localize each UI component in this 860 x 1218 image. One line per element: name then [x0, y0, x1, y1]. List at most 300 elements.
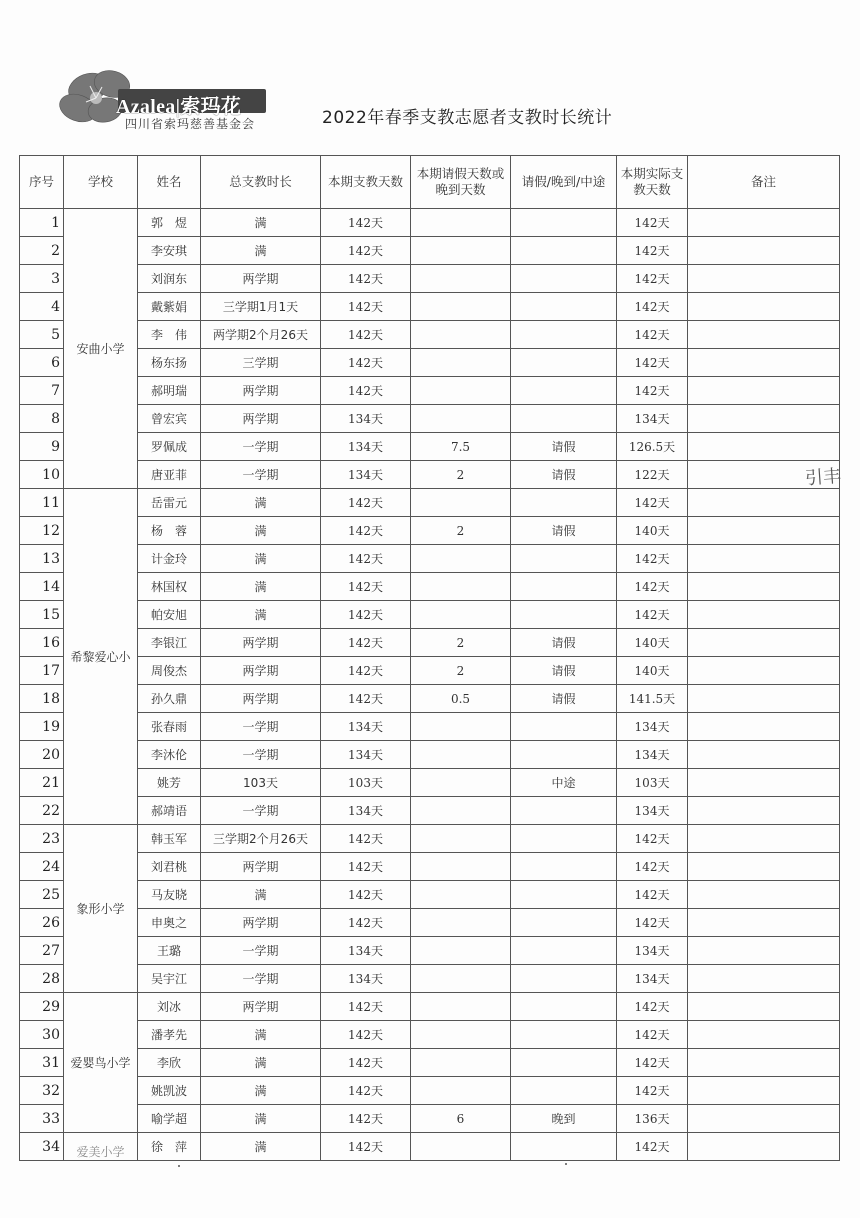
table-row	[20, 433, 840, 461]
row-seq: 7	[20, 377, 64, 405]
table-row	[20, 377, 840, 405]
row-days: 142天	[321, 1105, 411, 1133]
row-actual: 142天	[617, 1021, 688, 1049]
row-leave	[411, 377, 511, 405]
row-seq: 1	[20, 209, 64, 237]
row-seq: 22	[20, 797, 64, 825]
row-name: 李安琪	[138, 237, 201, 265]
header-name: 姓名	[138, 156, 201, 209]
row-status	[511, 1021, 617, 1049]
table-row	[20, 657, 840, 685]
row-total: 满	[201, 545, 321, 573]
table-row	[20, 573, 840, 601]
row-total: 满	[201, 1105, 321, 1133]
row-seq: 20	[20, 741, 64, 769]
volunteer-table	[19, 155, 840, 1161]
row-actual: 126.5天	[617, 433, 688, 461]
row-leave: 2	[411, 629, 511, 657]
row-name: 姚芳	[138, 769, 201, 797]
row-total: 满	[201, 489, 321, 517]
logo-brand-en: Azalea	[116, 96, 176, 118]
row-note	[688, 629, 840, 657]
row-status	[511, 573, 617, 601]
row-name: 戴紫娟	[138, 293, 201, 321]
row-total: 三学期2个月26天	[201, 825, 321, 853]
row-actual: 142天	[617, 489, 688, 517]
row-seq: 5	[20, 321, 64, 349]
row-status	[511, 1049, 617, 1077]
row-seq: 4	[20, 293, 64, 321]
page-title: 2022年春季支教志愿者支教时长统计	[322, 108, 613, 128]
row-days: 134天	[321, 433, 411, 461]
row-days: 142天	[321, 853, 411, 881]
row-days: 134天	[321, 713, 411, 741]
table-row	[20, 1077, 840, 1105]
row-seq: 13	[20, 545, 64, 573]
row-total: 两学期	[201, 853, 321, 881]
row-name: 杨东扬	[138, 349, 201, 377]
row-total: 103天	[201, 769, 321, 797]
row-actual: 142天	[617, 1077, 688, 1105]
row-leave	[411, 321, 511, 349]
row-status: 中途	[511, 769, 617, 797]
row-total: 一学期	[201, 937, 321, 965]
row-seq: 27	[20, 937, 64, 965]
row-status	[511, 741, 617, 769]
row-total: 两学期	[201, 405, 321, 433]
row-actual: 142天	[617, 993, 688, 1021]
row-total: 一学期	[201, 797, 321, 825]
row-name: 王璐	[138, 937, 201, 965]
row-seq: 26	[20, 909, 64, 937]
row-name: 吴宇江	[138, 965, 201, 993]
row-status: 请假	[511, 685, 617, 713]
row-name: 刘冰	[138, 993, 201, 1021]
row-leave	[411, 937, 511, 965]
row-note	[688, 601, 840, 629]
row-status	[511, 405, 617, 433]
row-days: 142天	[321, 909, 411, 937]
header-seq: 序号	[20, 156, 64, 209]
row-actual: 142天	[617, 545, 688, 573]
table-row	[20, 825, 840, 853]
row-leave	[411, 853, 511, 881]
row-note	[688, 573, 840, 601]
row-name: 徐 萍	[138, 1133, 201, 1161]
row-total: 两学期	[201, 909, 321, 937]
table-row	[20, 1021, 840, 1049]
row-seq: 8	[20, 405, 64, 433]
row-days: 142天	[321, 517, 411, 545]
row-days: 142天	[321, 657, 411, 685]
row-actual: 142天	[617, 573, 688, 601]
row-actual: 142天	[617, 1133, 688, 1161]
row-note	[688, 853, 840, 881]
row-days: 142天	[321, 573, 411, 601]
row-note	[688, 657, 840, 685]
row-actual: 142天	[617, 209, 688, 237]
row-seq: 21	[20, 769, 64, 797]
row-name: 郭 煜	[138, 209, 201, 237]
header-status: 请假/晚到/中途	[511, 156, 617, 209]
row-days: 134天	[321, 461, 411, 489]
row-days: 103天	[321, 769, 411, 797]
row-leave	[411, 909, 511, 937]
row-status: 请假	[511, 657, 617, 685]
row-seq: 2	[20, 237, 64, 265]
row-days: 134天	[321, 797, 411, 825]
row-status: 晚到	[511, 1105, 617, 1133]
logo-brand-cn: 索玛花	[180, 96, 242, 118]
table-row	[20, 629, 840, 657]
row-leave	[411, 265, 511, 293]
row-leave	[411, 825, 511, 853]
row-seq: 6	[20, 349, 64, 377]
row-seq: 24	[20, 853, 64, 881]
table-header-row	[20, 156, 840, 209]
row-actual: 140天	[617, 517, 688, 545]
table-row	[20, 769, 840, 797]
row-days: 134天	[321, 965, 411, 993]
row-name: 唐亚菲	[138, 461, 201, 489]
row-actual: 142天	[617, 825, 688, 853]
row-note	[688, 909, 840, 937]
row-total: 两学期2个月26天	[201, 321, 321, 349]
row-actual: 142天	[617, 881, 688, 909]
row-total: 两学期	[201, 657, 321, 685]
row-name: 郝明瑞	[138, 377, 201, 405]
row-note	[688, 517, 840, 545]
row-name: 帕安旭	[138, 601, 201, 629]
row-seq: 15	[20, 601, 64, 629]
header-leave: 本期请假天数或晚到天数	[411, 156, 511, 209]
row-note	[688, 797, 840, 825]
row-leave	[411, 237, 511, 265]
row-note	[688, 237, 840, 265]
row-leave	[411, 881, 511, 909]
row-note	[688, 1021, 840, 1049]
table-row	[20, 237, 840, 265]
row-actual: 122天	[617, 461, 688, 489]
row-total: 一学期	[201, 965, 321, 993]
row-actual: 142天	[617, 909, 688, 937]
row-days: 142天	[321, 1077, 411, 1105]
row-total: 满	[201, 1021, 321, 1049]
row-note	[688, 1077, 840, 1105]
row-actual: 134天	[617, 713, 688, 741]
row-status	[511, 965, 617, 993]
row-name: 张春雨	[138, 713, 201, 741]
table-row	[20, 321, 840, 349]
row-note	[688, 209, 840, 237]
row-note	[688, 405, 840, 433]
row-total: 满	[201, 881, 321, 909]
row-leave	[411, 209, 511, 237]
row-name: 韩玉军	[138, 825, 201, 853]
logo-org-name: 四川省索玛慈善基金会	[125, 117, 256, 131]
row-seq: 19	[20, 713, 64, 741]
row-seq: 18	[20, 685, 64, 713]
row-status	[511, 797, 617, 825]
table-row	[20, 1133, 840, 1161]
row-actual: 140天	[617, 629, 688, 657]
row-status	[511, 1077, 617, 1105]
row-status	[511, 601, 617, 629]
table-row	[20, 993, 840, 1021]
row-status: 请假	[511, 433, 617, 461]
row-note	[688, 769, 840, 797]
row-note	[688, 993, 840, 1021]
row-days: 134天	[321, 937, 411, 965]
row-note	[688, 377, 840, 405]
row-name: 郝靖语	[138, 797, 201, 825]
table-row	[20, 1105, 840, 1133]
table-row	[20, 1049, 840, 1077]
row-note	[688, 545, 840, 573]
row-total: 两学期	[201, 993, 321, 1021]
row-total: 满	[201, 1049, 321, 1077]
row-name: 周俊杰	[138, 657, 201, 685]
header-note: 备注	[688, 156, 840, 209]
row-days: 142天	[321, 377, 411, 405]
row-leave: 7.5	[411, 433, 511, 461]
row-leave: 6	[411, 1105, 511, 1133]
row-name: 喻学超	[138, 1105, 201, 1133]
row-total: 一学期	[201, 433, 321, 461]
row-total: 满	[201, 573, 321, 601]
row-actual: 142天	[617, 293, 688, 321]
school-cell: 象形小学	[64, 825, 138, 993]
row-days: 142天	[321, 629, 411, 657]
row-seq: 23	[20, 825, 64, 853]
row-leave	[411, 1021, 511, 1049]
row-name: 李欣	[138, 1049, 201, 1077]
row-seq: 29	[20, 993, 64, 1021]
row-name: 申奥之	[138, 909, 201, 937]
row-seq: 17	[20, 657, 64, 685]
row-note	[688, 713, 840, 741]
header-actual: 本期实际支教天数	[617, 156, 688, 209]
row-days: 142天	[321, 685, 411, 713]
row-total: 两学期	[201, 377, 321, 405]
row-status	[511, 489, 617, 517]
row-seq: 32	[20, 1077, 64, 1105]
row-name: 马友晓	[138, 881, 201, 909]
row-days: 142天	[321, 489, 411, 517]
row-leave	[411, 797, 511, 825]
row-status	[511, 909, 617, 937]
row-status	[511, 265, 617, 293]
row-name: 杨 蓉	[138, 517, 201, 545]
row-days: 142天	[321, 601, 411, 629]
row-total: 三学期	[201, 349, 321, 377]
row-note	[688, 965, 840, 993]
row-name: 孙久鼎	[138, 685, 201, 713]
table-row	[20, 685, 840, 713]
row-leave	[411, 293, 511, 321]
row-days: 142天	[321, 293, 411, 321]
row-total: 三学期1月1天	[201, 293, 321, 321]
header-school: 学校	[64, 156, 138, 209]
row-name: 岳雷元	[138, 489, 201, 517]
row-actual: 134天	[617, 937, 688, 965]
logo-brand: Azalea|索玛花	[116, 96, 242, 118]
table-row	[20, 489, 840, 517]
row-seq: 10	[20, 461, 64, 489]
row-seq: 30	[20, 1021, 64, 1049]
row-note	[688, 265, 840, 293]
row-days: 142天	[321, 321, 411, 349]
row-status: 请假	[511, 517, 617, 545]
row-days: 142天	[321, 265, 411, 293]
row-total: 两学期	[201, 685, 321, 713]
row-leave: 2	[411, 461, 511, 489]
table-row	[20, 461, 840, 489]
row-status	[511, 293, 617, 321]
row-total: 满	[201, 1133, 321, 1161]
scan-speck	[565, 1163, 567, 1165]
table-row	[20, 517, 840, 545]
row-leave	[411, 1077, 511, 1105]
row-status	[511, 853, 617, 881]
row-seq: 33	[20, 1105, 64, 1133]
row-actual: 134天	[617, 797, 688, 825]
row-actual: 142天	[617, 377, 688, 405]
row-seq: 25	[20, 881, 64, 909]
table-row	[20, 741, 840, 769]
row-actual: 142天	[617, 1049, 688, 1077]
row-note	[688, 1105, 840, 1133]
row-name: 林国权	[138, 573, 201, 601]
row-actual: 134天	[617, 741, 688, 769]
table-row	[20, 349, 840, 377]
row-actual: 142天	[617, 237, 688, 265]
scan-speck	[178, 1165, 180, 1167]
row-leave	[411, 545, 511, 573]
row-actual: 142天	[617, 601, 688, 629]
table-row	[20, 937, 840, 965]
row-note	[688, 937, 840, 965]
row-status	[511, 377, 617, 405]
school-cell: 安曲小学	[64, 209, 138, 489]
header-days: 本期支教天数	[321, 156, 411, 209]
row-leave	[411, 1133, 511, 1161]
row-seq: 16	[20, 629, 64, 657]
row-leave	[411, 601, 511, 629]
row-note	[688, 349, 840, 377]
row-days: 142天	[321, 1021, 411, 1049]
row-total: 满	[201, 237, 321, 265]
row-actual: 142天	[617, 321, 688, 349]
row-actual: 142天	[617, 349, 688, 377]
table-row	[20, 265, 840, 293]
row-actual: 134天	[617, 965, 688, 993]
row-leave	[411, 405, 511, 433]
row-status: 请假	[511, 461, 617, 489]
row-seq: 11	[20, 489, 64, 517]
table-row	[20, 797, 840, 825]
row-status	[511, 881, 617, 909]
row-leave	[411, 741, 511, 769]
row-total: 满	[201, 601, 321, 629]
table-row	[20, 881, 840, 909]
row-name: 李 伟	[138, 321, 201, 349]
row-days: 142天	[321, 825, 411, 853]
table-row	[20, 405, 840, 433]
row-leave	[411, 1049, 511, 1077]
row-days: 142天	[321, 545, 411, 573]
row-note	[688, 741, 840, 769]
row-name: 罗佩成	[138, 433, 201, 461]
table-row	[20, 209, 840, 237]
row-note	[688, 685, 840, 713]
row-total: 一学期	[201, 741, 321, 769]
row-status	[511, 713, 617, 741]
row-status	[511, 209, 617, 237]
row-note	[688, 1049, 840, 1077]
row-name: 刘润东	[138, 265, 201, 293]
row-days: 134天	[321, 405, 411, 433]
row-leave: 0.5	[411, 685, 511, 713]
row-note	[688, 825, 840, 853]
header-total: 总支教时长	[201, 156, 321, 209]
row-name: 李沐伦	[138, 741, 201, 769]
row-leave	[411, 965, 511, 993]
row-seq: 3	[20, 265, 64, 293]
row-total: 满	[201, 1077, 321, 1105]
row-total: 两学期	[201, 629, 321, 657]
table-row	[20, 545, 840, 573]
row-total: 一学期	[201, 461, 321, 489]
row-seq: 34	[20, 1133, 64, 1161]
row-days: 134天	[321, 741, 411, 769]
row-note	[688, 1133, 840, 1161]
row-actual: 142天	[617, 853, 688, 881]
row-leave	[411, 349, 511, 377]
row-name: 李银江	[138, 629, 201, 657]
row-status	[511, 1133, 617, 1161]
row-leave	[411, 993, 511, 1021]
row-leave	[411, 573, 511, 601]
row-actual: 142天	[617, 265, 688, 293]
row-note	[688, 881, 840, 909]
school-cell: 爱美小学	[64, 1133, 138, 1161]
table-row	[20, 601, 840, 629]
row-days: 142天	[321, 349, 411, 377]
row-total: 满	[201, 517, 321, 545]
row-actual: 103天	[617, 769, 688, 797]
row-actual: 134天	[617, 405, 688, 433]
row-note	[688, 489, 840, 517]
row-status	[511, 545, 617, 573]
row-note	[688, 321, 840, 349]
row-total: 一学期	[201, 713, 321, 741]
row-seq: 9	[20, 433, 64, 461]
row-leave: 2	[411, 517, 511, 545]
row-leave: 2	[411, 657, 511, 685]
row-seq: 28	[20, 965, 64, 993]
row-status	[511, 349, 617, 377]
foundation-logo	[50, 66, 265, 130]
row-status	[511, 993, 617, 1021]
row-days: 142天	[321, 1049, 411, 1077]
row-leave	[411, 489, 511, 517]
school-cell: 爱婴鸟小学	[64, 993, 138, 1133]
row-leave	[411, 713, 511, 741]
row-total: 满	[201, 209, 321, 237]
row-status	[511, 237, 617, 265]
row-days: 142天	[321, 209, 411, 237]
